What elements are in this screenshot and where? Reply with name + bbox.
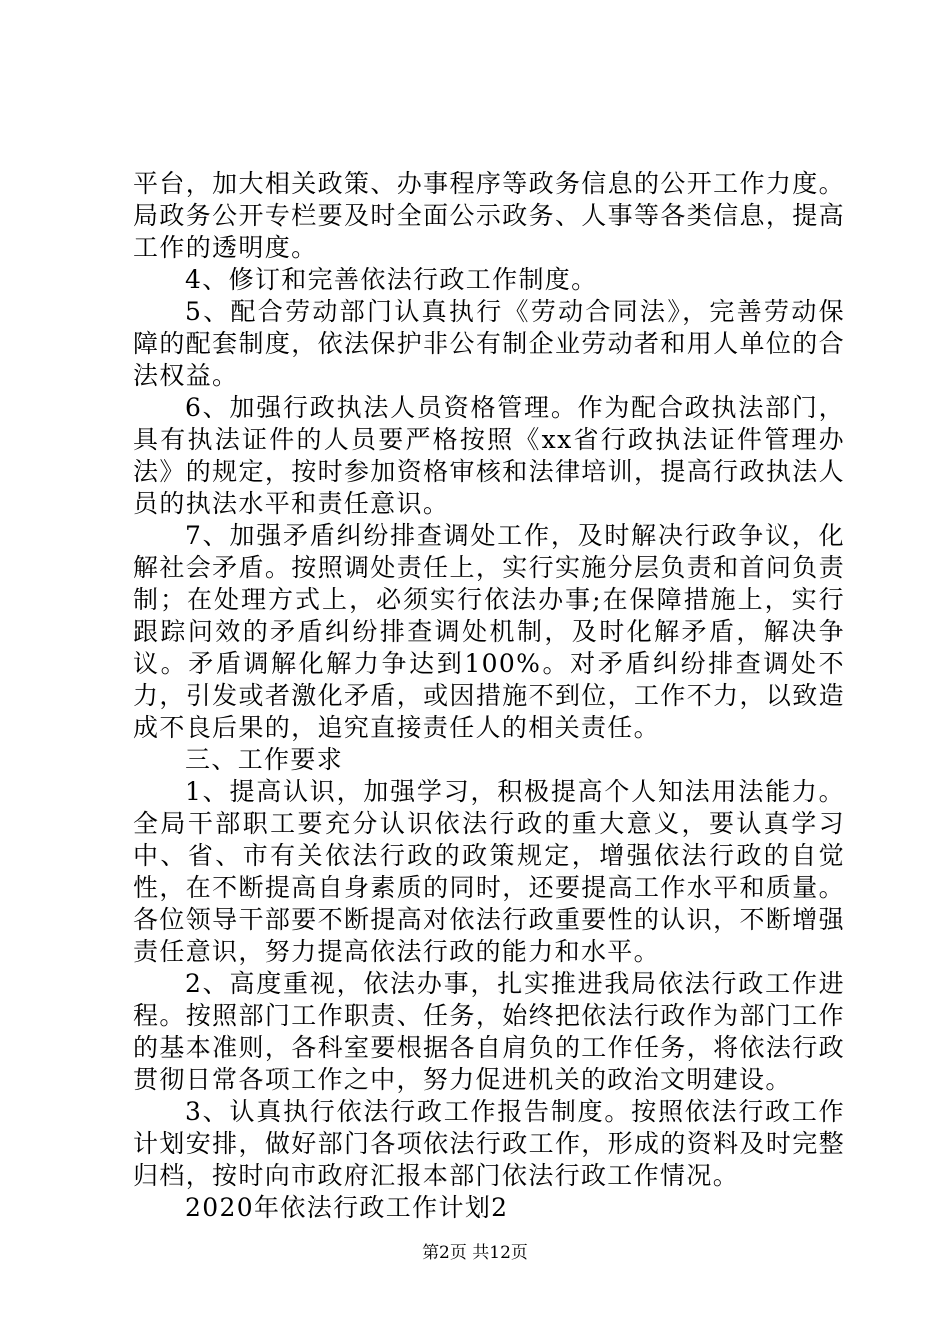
- paragraph-item-7: 7、加强矛盾纠纷排查调处工作，及时解决行政争议，化解社会矛盾。按照调处责任上，实行实施分层负责和首问负责制；在处理方式上，必须实行依法办事;在保障措施上，实行跟踪问效的矛盾纠纷排查调处机制，及时化解矛盾，解决争议。矛盾调解化解力争达到100%。对矛盾纠纷排查调处不力，引发或者激化矛盾，或因措施不到位，工作不力，以致造成不良后果的，追究直接责任人的相关责任。: [133, 521, 845, 742]
- paragraph-requirement-1: 1、提高认识，加强学习，积极提高个人知法用法能力。全局干部职工要充分认识依法行政的重大意义，要认真学习中、省、市有关依法行政的政策规定，增强依法行政的自觉性，在不断提高自身素质的同时，还要提高工作水平和质量。各位领导干部要不断提高对依法行政重要性的认识，不断增强责任意识，努力提高依法行政的能力和水平。: [133, 777, 845, 966]
- page-number-footer: 第2页 共12页: [422, 1243, 528, 1263]
- paragraph-requirement-2: 2、高度重视，依法办事，扎实推进我局依法行政工作进程。按照部门工作职责、任务，始终把依法行政作为部门工作的基本准则，各科室要根据各自肩负的工作任务，将依法行政贯彻日常各项工作之中，努力促进机关的政治文明建设。: [133, 969, 845, 1094]
- paragraph-item-6: 6、加强行政执法人员资格管理。作为配合政执法部门，具有执法证件的人员要严格按照《xx省行政执法证件管理办法》的规定，按时参加资格审核和法律培训，提高行政执法人员的执法水平和责任意识。: [133, 393, 845, 518]
- paragraph-item-4: 4、修订和完善依法行政工作制度。: [185, 265, 598, 294]
- document-body: [133, 168, 845, 1224]
- document-subtitle: 2020年依法行政工作计划2: [185, 1193, 509, 1222]
- paragraph-requirement-3: 3、认真执行依法行政工作报告制度。按照依法行政工作计划安排，做好部门各项依法行政工作，形成的资料及时完整归档，按时向市政府汇报本部门依法行政工作情况。: [133, 1097, 845, 1190]
- section-heading-work-requirements: 三、工作要求: [185, 745, 344, 774]
- paragraph-item-5: 5、配合劳动部门认真执行《劳动合同法》，完善劳动保障的配套制度，依法保护非公有制企业劳动者和用人单位的合法权益。: [133, 297, 845, 390]
- paragraph-continuation: 平台，加大相关政策、办事程序等政务信息的公开工作力度。局政务公开专栏要及时全面公示政务、人事等各类信息，提高工作的透明度。: [133, 169, 845, 262]
